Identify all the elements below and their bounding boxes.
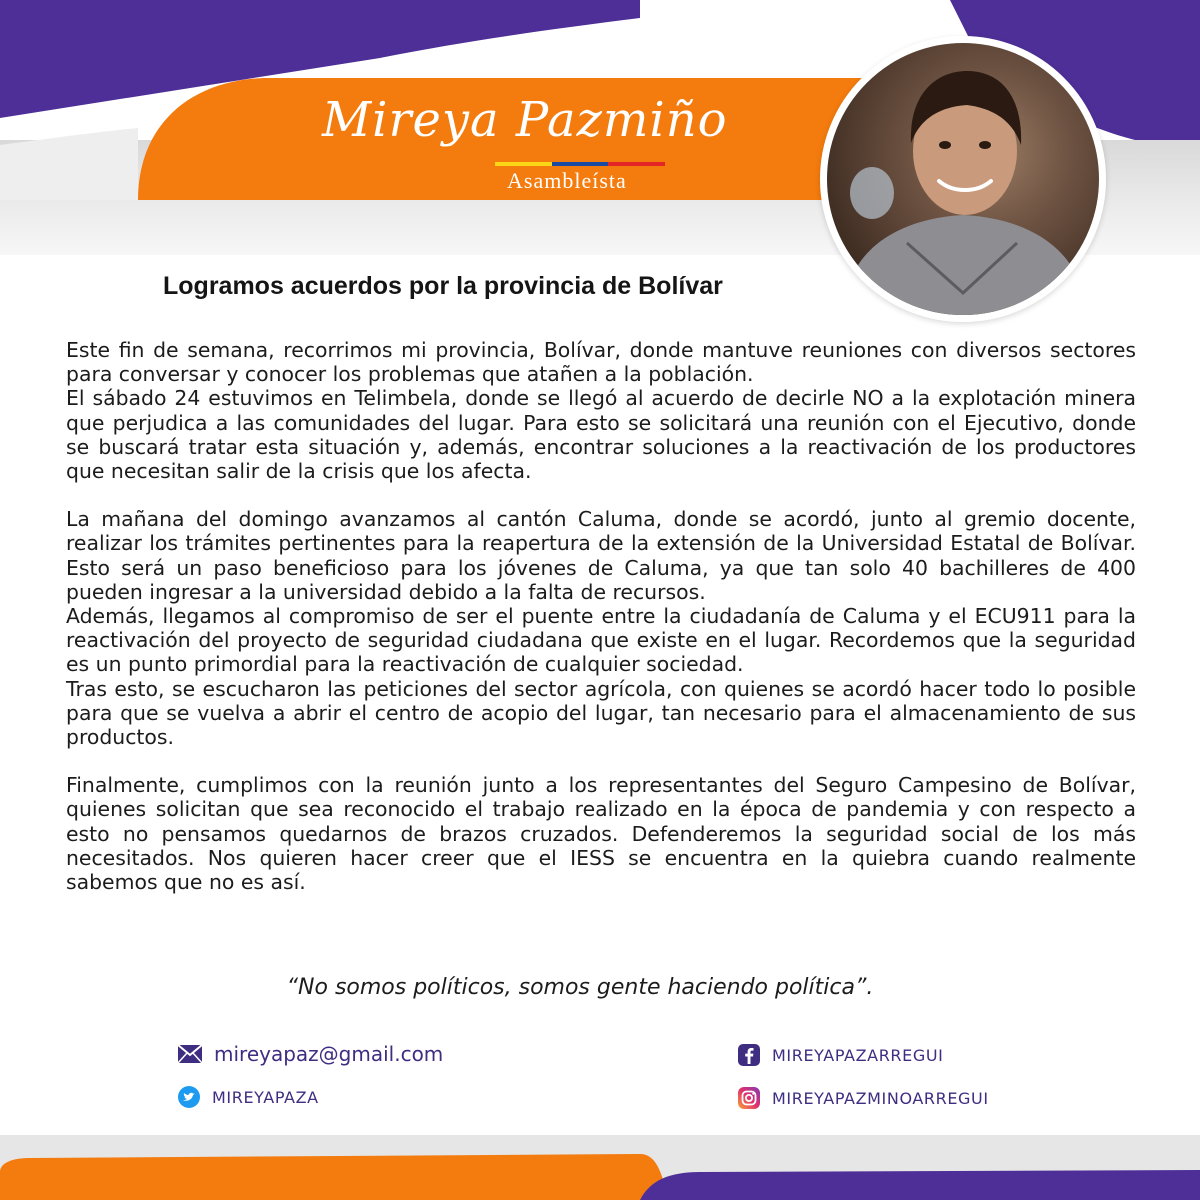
instagram-contact[interactable] xyxy=(738,1087,989,1109)
logo-name: Mireya Pazmiño xyxy=(322,92,728,148)
paragraph: Finalmente, cumplimos con la reunión junto a los representantes del Seguro Campesino de Bolívar, quienes solicitan que sea reconocido el trabajo realizado en la época de pandemia y con respecto a esto no pensamos quedarnos de brazos cruzados. Defenderemos la seguridad social de los más necesitados. Nos quieren hacer creer que el IESS se encuentra en la quiebra cuando realmente sabemos que no es así. xyxy=(66,773,1136,895)
facebook-icon xyxy=(738,1044,760,1066)
email-contact[interactable] xyxy=(178,1042,443,1066)
twitter-handle[interactable]: MIREYAPAZA xyxy=(212,1087,319,1107)
paragraph: Este fin de semana, recorrimos mi provincia, Bolívar, donde mantuve reuniones con diversos sectores para conversar y conocer los problemas que atañen a la población. xyxy=(66,338,1136,387)
instagram-handle[interactable]: MIREYAPAZMINOARREGUI xyxy=(772,1088,989,1108)
paragraph: Además, llegamos al compromiso de ser el puente entre la ciudadanía de Caluma y el ECU911 para la reactivación del proyecto de seguridad ciudadana que existe en el lugar. Recordemos que la seguridad es un punto primordial para la reactivación de cualquier sociedad. xyxy=(66,604,1136,677)
twitter-icon xyxy=(178,1086,200,1108)
portrait-photo xyxy=(820,36,1106,322)
instagram-icon xyxy=(738,1087,760,1109)
article-body xyxy=(66,338,1136,894)
name-logo xyxy=(300,92,728,202)
envelope-icon xyxy=(178,1045,202,1063)
flag-stripe xyxy=(495,162,665,166)
twitter-contact[interactable] xyxy=(178,1086,319,1108)
logo-role: Asambleísta xyxy=(507,168,627,193)
paragraph: Tras esto, se escucharon las peticiones del sector agrícola, con quienes se acordó hacer todo lo posible para que se vuelva a abrir el centro de acopio del lugar, tan necesario para el almacenamiento de sus productos. xyxy=(66,676,1136,750)
facebook-contact[interactable] xyxy=(738,1044,943,1066)
portrait-icon xyxy=(827,43,1099,315)
orange-band xyxy=(0,1154,668,1200)
facebook-handle[interactable]: MIREYAPAZARREGUI xyxy=(772,1045,944,1065)
email-text[interactable]: mireyapaz@gmail.com xyxy=(214,1042,444,1066)
paragraph: El sábado 24 estuvimos en Telimbela, donde se llegó al acuerdo de decirle NO a la explotación minera que perjudica a las comunidades del lugar. Para esto se solicitará una reunión con el Ejecutivo, donde se buscará tratar esta situación y, además, encontrar soluciones a la reactivación de los productores que necesitan salir de la crisis que los afecta. xyxy=(66,386,1136,484)
article-title: Logramos acuerdos por la provincia de Bolívar xyxy=(163,272,723,300)
purple-band xyxy=(640,1170,1200,1200)
paragraph: La mañana del domingo avanzamos al cantón Caluma, donde se acordó, junto al gremio docente, realizar los trámites pertinentes para la reapertura de la extensión de la Universidad Estatal de Bolívar. Esto será un paso beneficioso para los jóvenes de Caluma, ya que tan solo 40 bachilleres de 400 pueden ingresar a la universidad debido a la falta de recursos. xyxy=(66,507,1136,604)
closing-quote: “No somos políticos, somos gente haciendo política”. xyxy=(286,975,874,1000)
footer-background xyxy=(0,1130,1200,1200)
